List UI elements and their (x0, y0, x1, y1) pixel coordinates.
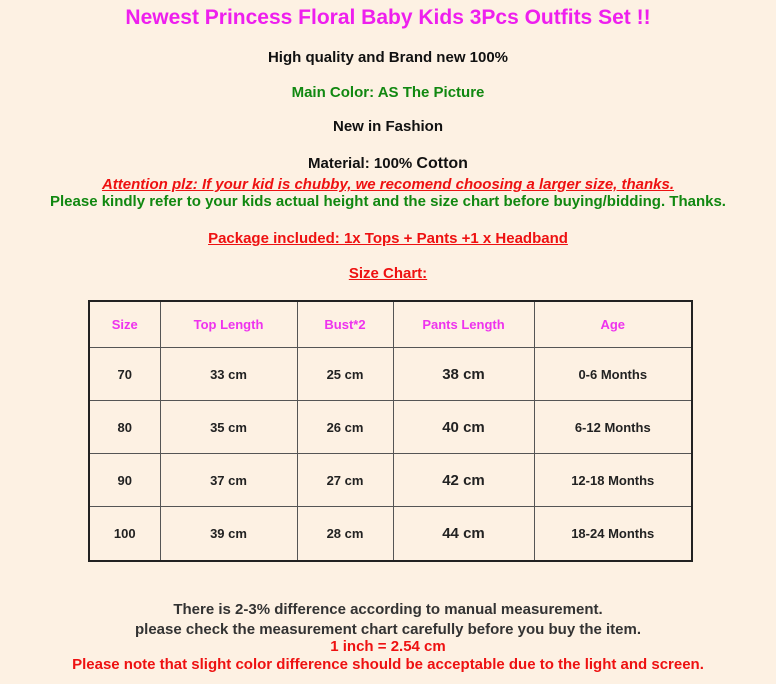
size-chart-title: Size Chart: (348, 265, 428, 282)
page-title: Newest Princess Floral Baby Kids 3Pcs Outfits Set !! (125, 6, 651, 29)
table-row (89, 401, 692, 454)
cell-size: 70 (89, 348, 160, 401)
cell-bust: 26 cm (297, 401, 393, 454)
color-difference-note: Please note that slight color difference should be acceptable due to the light and screen. (72, 656, 704, 673)
main-color-line: Main Color: AS The Picture (291, 84, 485, 101)
cell-size: 100 (89, 507, 160, 562)
header-age: Age (534, 301, 692, 348)
cell-pants-length: 44 cm (393, 507, 534, 562)
cell-bust: 28 cm (297, 507, 393, 562)
header-pants-length: Pants Length (393, 301, 534, 348)
cell-age: 18-24 Months (534, 507, 692, 562)
cell-top-length: 35 cm (160, 401, 297, 454)
table-header-row (89, 301, 692, 348)
table-row (89, 507, 692, 562)
table-row (89, 348, 692, 401)
header-bust: Bust*2 (297, 301, 393, 348)
package-included: Package included: 1x Tops + Pants +1 x Headband (208, 230, 568, 247)
cell-size: 80 (89, 401, 160, 454)
header-top-length: Top Length (160, 301, 297, 348)
attention-note: Attention plz: If your kid is chubby, we recomend choosing a larger size, thanks. (101, 176, 675, 193)
cell-bust: 25 cm (297, 348, 393, 401)
quality-line: High quality and Brand new 100% (267, 49, 509, 66)
material-prefix: Material: 100% (308, 155, 417, 172)
cell-top-length: 39 cm (160, 507, 297, 562)
cell-pants-length: 38 cm (393, 348, 534, 401)
material-word: Cotton (416, 155, 468, 172)
cell-age: 0-6 Months (534, 348, 692, 401)
cell-size: 90 (89, 454, 160, 507)
cell-age: 6-12 Months (534, 401, 692, 454)
table-row (89, 454, 692, 507)
new-fashion-line: New in Fashion (332, 118, 443, 135)
inch-conversion-note: 1 inch = 2.54 cm (330, 638, 446, 655)
header-size: Size (89, 301, 160, 348)
cell-pants-length: 40 cm (393, 401, 534, 454)
cell-top-length: 37 cm (160, 454, 297, 507)
size-chart-table (88, 300, 693, 562)
material-line (0, 155, 776, 173)
refer-note: Please kindly refer to your kids actual height and the size chart before buying/bidding. Thanks. (50, 193, 726, 210)
check-chart-note: please check the measurement chart carefully before you buy the item. (134, 621, 641, 638)
measurement-difference-note: There is 2-3% difference according to manual measurement. (173, 601, 603, 618)
cell-top-length: 33 cm (160, 348, 297, 401)
cell-age: 12-18 Months (534, 454, 692, 507)
cell-bust: 27 cm (297, 454, 393, 507)
cell-pants-length: 42 cm (393, 454, 534, 507)
